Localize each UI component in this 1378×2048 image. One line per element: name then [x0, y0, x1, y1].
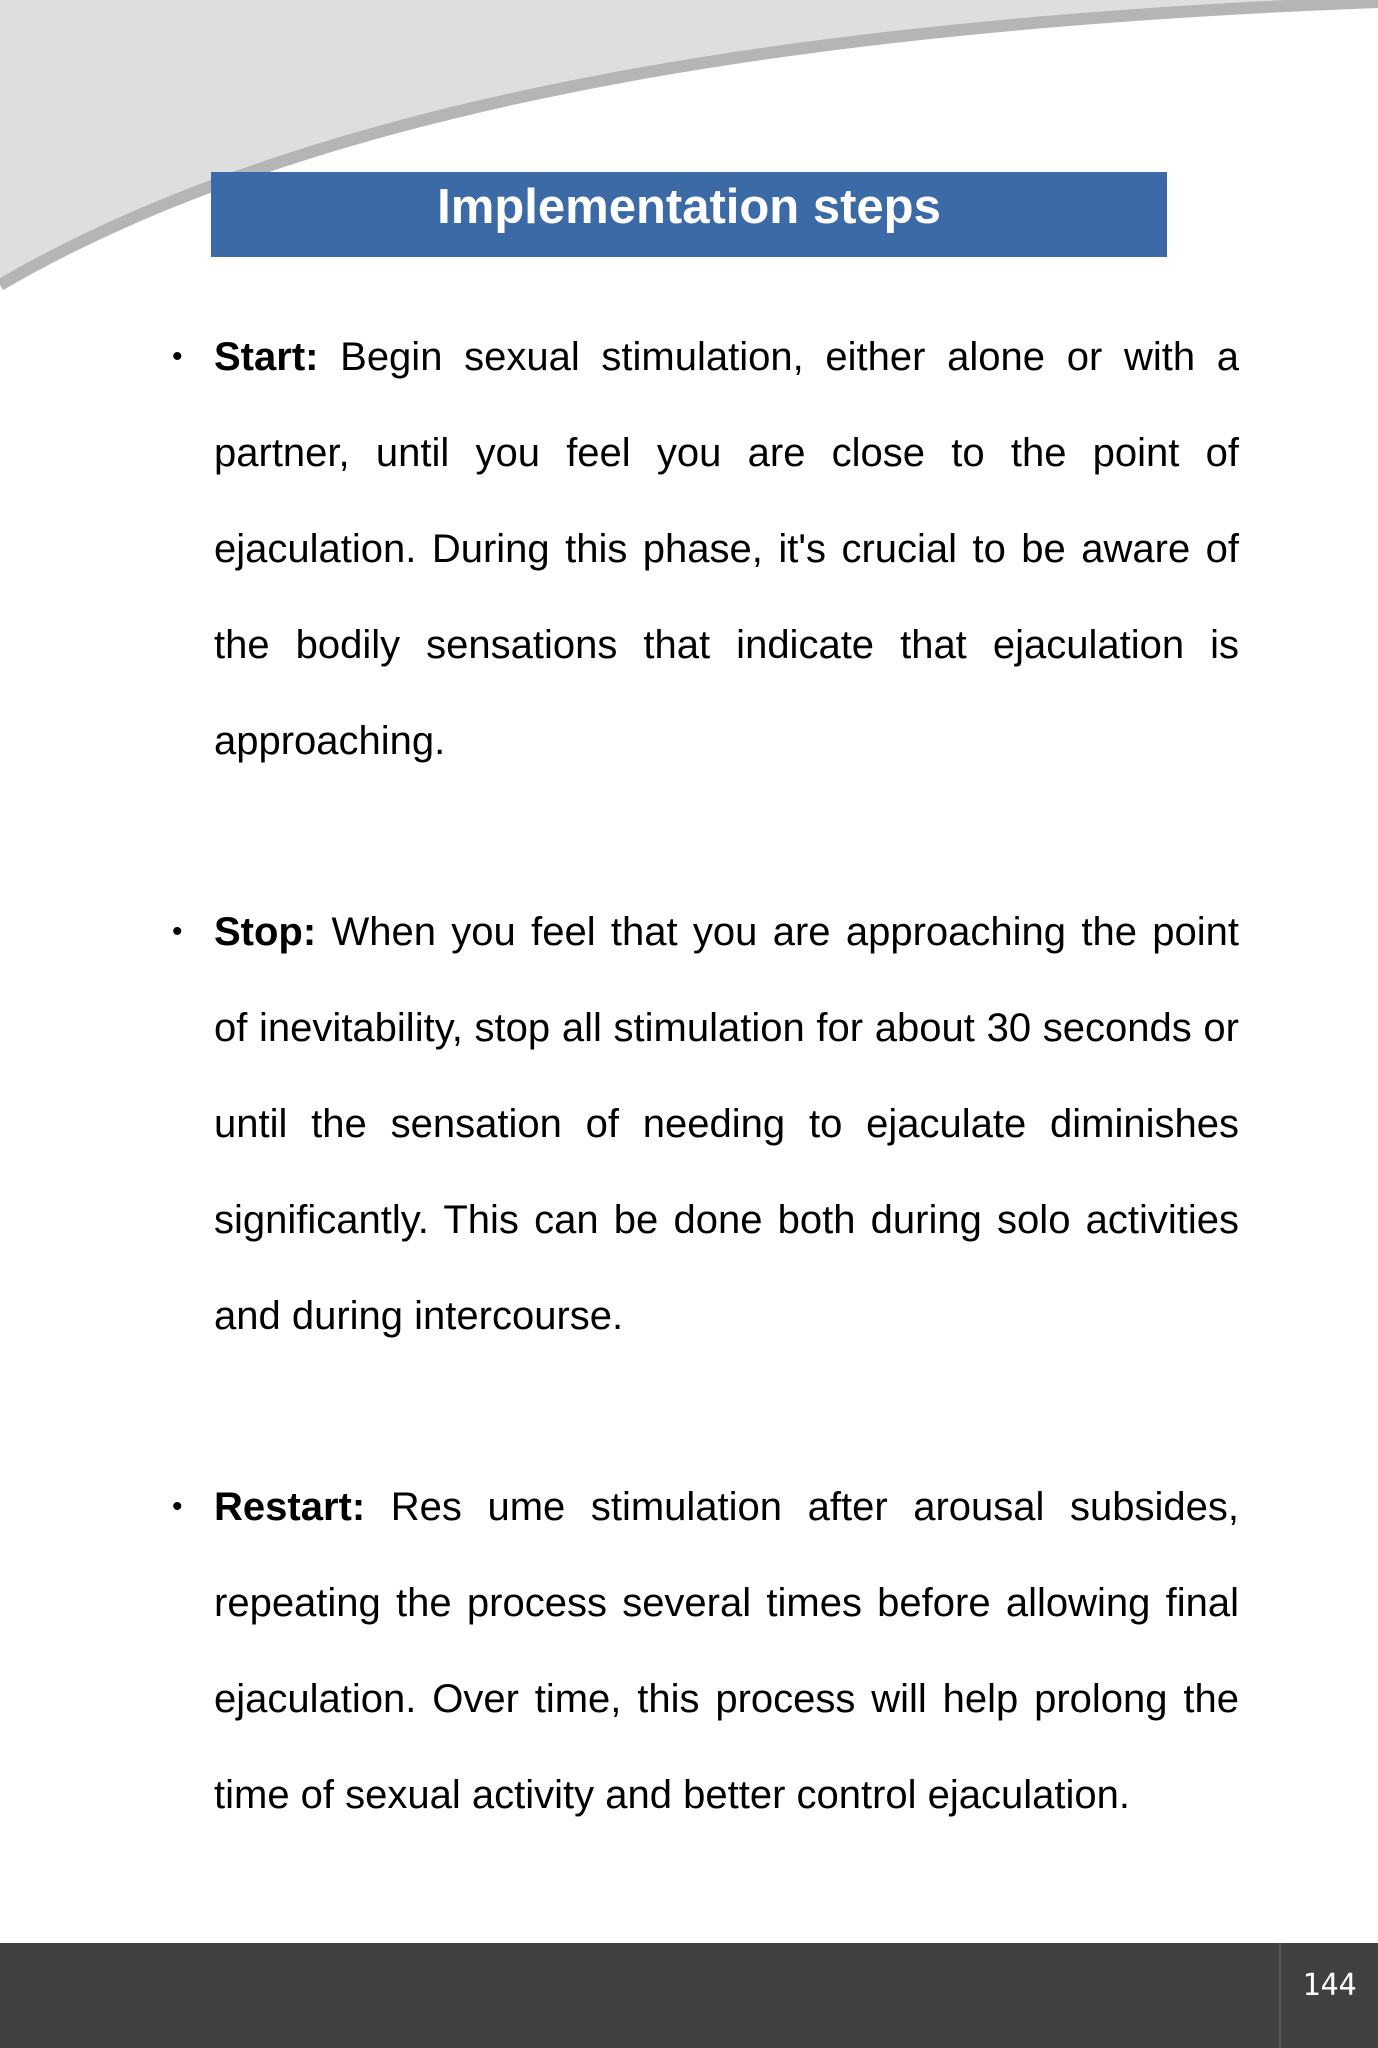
section-title: Implementation steps — [211, 172, 1167, 257]
step-label: Restart: — [214, 1485, 366, 1529]
step-start — [172, 309, 1239, 789]
step-stop — [172, 884, 1239, 1364]
page-corner-swoosh — [0, 0, 1378, 320]
step-text: When you feel that you are approaching the point of inevitability, stop all stimulation for about 30 seconds or until the sensation of needing to ejaculate diminishes significantly. This can be done both during solo activities and during intercourse. — [214, 910, 1239, 1338]
footer-bar — [0, 1943, 1378, 2048]
bullet-icon: • — [172, 1490, 183, 1523]
steps-list — [172, 309, 1239, 1843]
page-number: 144 — [1279, 1943, 1378, 2048]
step-label: Stop: — [214, 910, 317, 954]
step-text: Begin sexual stimulation, either alone or with a partner, until you feel you are close to the point of ejaculation. During this phase, it's crucial to be aware of the bodily sensations that indicate that ejaculation is approaching. — [214, 335, 1239, 763]
bullet-icon: • — [172, 340, 183, 373]
step-text: Res ume stimulation after arousal subsides, repeating the process several times before allowing final ejaculation. Over time, this process will help prolong the time of sexual activity and better control ejaculation. — [214, 1485, 1239, 1817]
bullet-icon: • — [172, 915, 183, 948]
step-restart — [172, 1459, 1239, 1843]
step-label: Start: — [214, 335, 319, 379]
